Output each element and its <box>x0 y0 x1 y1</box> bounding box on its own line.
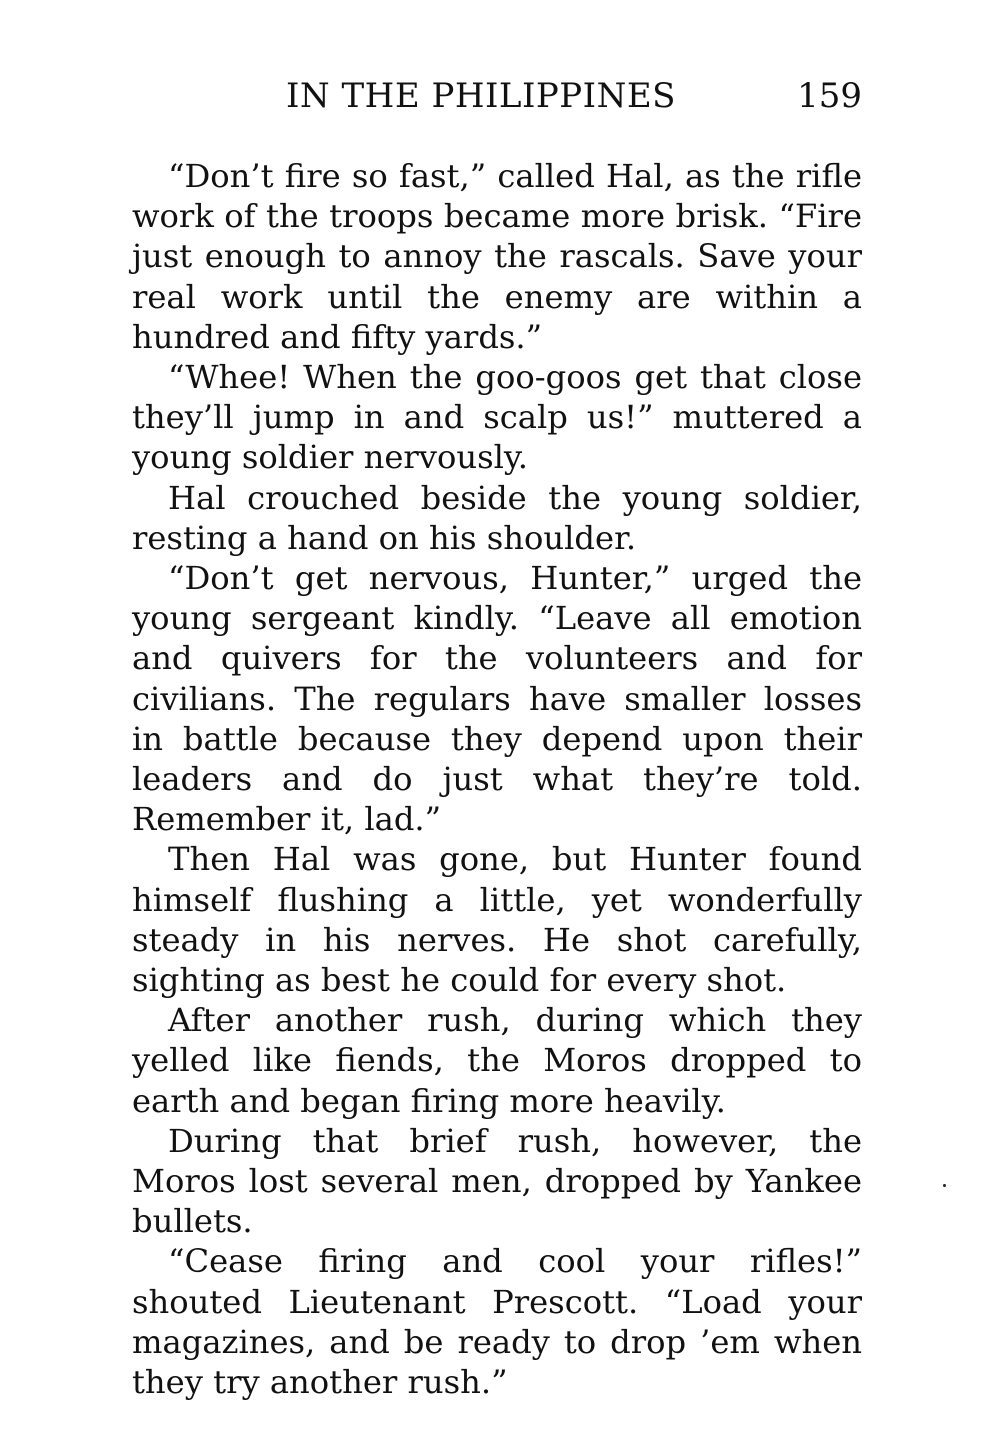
body-text <box>132 156 862 1402</box>
paragraph-5: Then Hal was gone, but Hunter found himself flushing a little, yet wonderfully steady in his nerves. He shot carefully, sighting as best he could for every shot. <box>132 840 862 1000</box>
paragraph-3: Hal crouched beside the young soldier, resting a hand on his shoulder. <box>132 478 862 557</box>
paragraph-7: During that brief rush, however, the Moros lost several men, dropped by Yankee bullets. <box>132 1121 862 1241</box>
page-header <box>132 72 862 120</box>
paragraph-1: “Don’t fire so fast,” called Hal, as the rifle work of the troops became more brisk. “Fire just enough to annoy the rascals. Save your real work until the enemy are within a hundred and fifty yards.” <box>132 157 862 356</box>
page-number: 159 <box>797 76 862 116</box>
running-head: IN THE PHILIPPINES <box>286 76 676 116</box>
paragraph-8: “Cease firing and cool your rifles!” shouted Lieutenant Prescott. “Load your magazines, and be ready to drop ’em when they try another rush.” <box>132 1242 862 1402</box>
paragraph-6: After another rush, during which they yelled like fiends, the Moros dropped to earth and began firing more heavily. <box>132 1001 862 1120</box>
scan-speck <box>943 1184 946 1187</box>
paragraph-2: “Whee! When the goo-goos get that close they’ll jump in and scalp us!” muttered a young soldier nervously. <box>132 358 862 477</box>
paragraph-4: “Don’t get nervous, Hunter,” urged the young sergeant kindly. “Leave all emotion and quivers for the volunteers and for civilians. The regulars have smaller losses in battle because they depend upon their leaders and do just what they’re told. Remember it, lad.” <box>132 559 862 839</box>
